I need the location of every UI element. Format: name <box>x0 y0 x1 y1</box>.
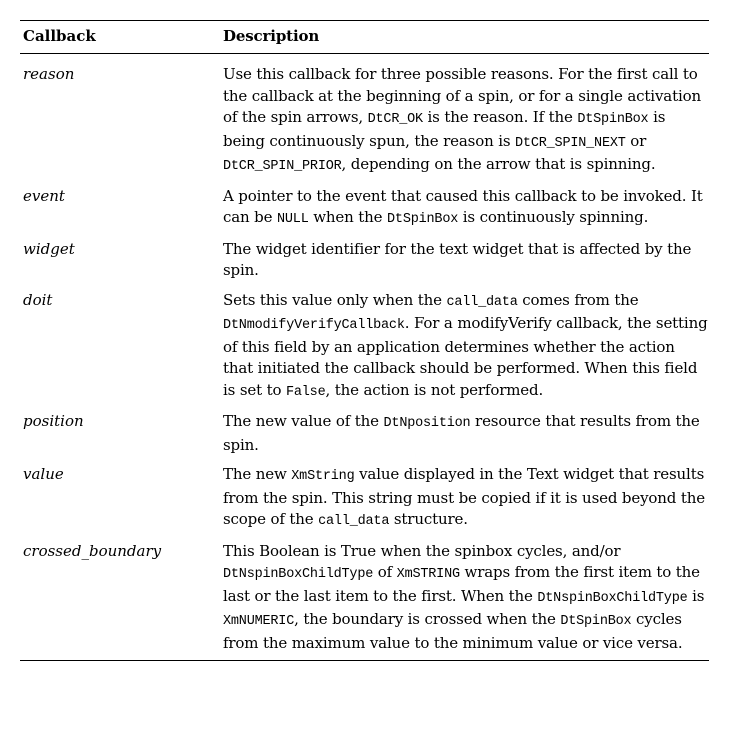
header-callback: Callback <box>23 27 96 46</box>
callback-name: reason <box>23 65 75 83</box>
table-header <box>20 21 709 53</box>
callback-name: doit <box>23 290 53 309</box>
description-text: The widget identifier for the text widget that is affected by the spin. <box>223 239 692 279</box>
callback-name: crossed_boundary <box>23 541 162 560</box>
callback-description <box>223 464 709 533</box>
header-description: Description <box>223 27 320 46</box>
description-text: of <box>373 563 397 581</box>
code-identifier: XmNUMERIC <box>223 614 295 629</box>
table-bottom-rule <box>20 660 709 661</box>
callback-description <box>223 290 709 404</box>
table-row <box>20 464 709 533</box>
description-text: is being continuously spun, the reason is <box>223 108 666 150</box>
table-body <box>20 54 709 654</box>
table-row <box>20 239 709 282</box>
callback-table <box>20 20 709 661</box>
description-text: is <box>687 586 705 605</box>
callback-description <box>223 186 709 231</box>
description-text: wraps from the first item to the last or the last item to the first. When the <box>223 563 700 605</box>
table-row <box>20 541 709 655</box>
code-identifier: False <box>285 384 326 400</box>
code-identifier: call_data <box>318 514 390 529</box>
table-row <box>20 411 709 456</box>
code-identifier: DtSpinBox <box>387 212 459 227</box>
description-text: resource that results from the spin. <box>223 412 700 454</box>
code-identifier: call_data <box>446 294 518 310</box>
description-text: . For a modifyVerify callback, the setting of this field by an application determines whether the action that initiated the callback should be performed. When this field is set to <box>223 314 708 399</box>
callback-description <box>223 64 709 178</box>
description-text: , depending on the arrow that is spinning. <box>341 155 656 173</box>
callback-description <box>223 541 709 655</box>
description-text: or <box>625 131 647 150</box>
code-identifier: DtCR_SPIN_NEXT <box>515 135 626 151</box>
code-identifier: XmString <box>291 469 355 484</box>
description-text: comes from the <box>517 290 639 309</box>
description-text: The new value of the <box>223 412 384 430</box>
callback-description <box>223 239 709 282</box>
description-text: This Boolean is True when the spinbox cycles, and/or <box>223 541 621 560</box>
code-identifier: NULL <box>276 212 309 227</box>
description-text: Use this callback for three possible reasons. For the first call to the callback at the beginning of a spin, or for a single activation of the spin arrows, <box>223 65 701 126</box>
description-text: is continuously spinning. <box>458 208 649 226</box>
description-text: The new <box>223 465 292 483</box>
description-text: Sets this value only when the <box>223 290 447 309</box>
code-identifier: DtNposition <box>383 416 471 431</box>
table-row <box>20 290 709 404</box>
callback-name: value <box>23 465 64 483</box>
description-text: , the action is not performed. <box>325 380 544 399</box>
code-identifier: DtNspinBoxChildType <box>223 567 374 582</box>
code-identifier: DtCR_SPIN_PRIOR <box>223 159 342 174</box>
description-text: cycles from the maximum value to the minimum value or vice versa. <box>223 610 683 652</box>
code-identifier: DtSpinBox <box>577 112 649 127</box>
code-identifier: XmSTRING <box>396 567 460 582</box>
code-identifier: DtSpinBox <box>560 614 632 629</box>
description-text: is the reason. If the <box>422 108 578 126</box>
table-row <box>20 186 709 231</box>
code-identifier: DtCR_OK <box>367 112 423 127</box>
callback-name: event <box>23 186 65 205</box>
description-text: when the <box>308 208 388 226</box>
callback-description <box>223 411 709 456</box>
table-row <box>20 64 709 178</box>
code-identifier: DtNmodifyVerifyCallback <box>223 318 405 333</box>
callback-name: widget <box>23 239 75 258</box>
description-text: structure. <box>389 510 468 528</box>
code-identifier: DtNspinBoxChildType <box>537 590 688 606</box>
description-text: A pointer to the event that caused this callback to be invoked. It can be <box>223 186 703 226</box>
callback-name: position <box>23 412 84 430</box>
description-text: value displayed in the Text widget that results from the spin. This string must be copied if it is used beyond the scope of the <box>223 465 705 528</box>
description-text: , the boundary is crossed when the <box>294 610 561 628</box>
